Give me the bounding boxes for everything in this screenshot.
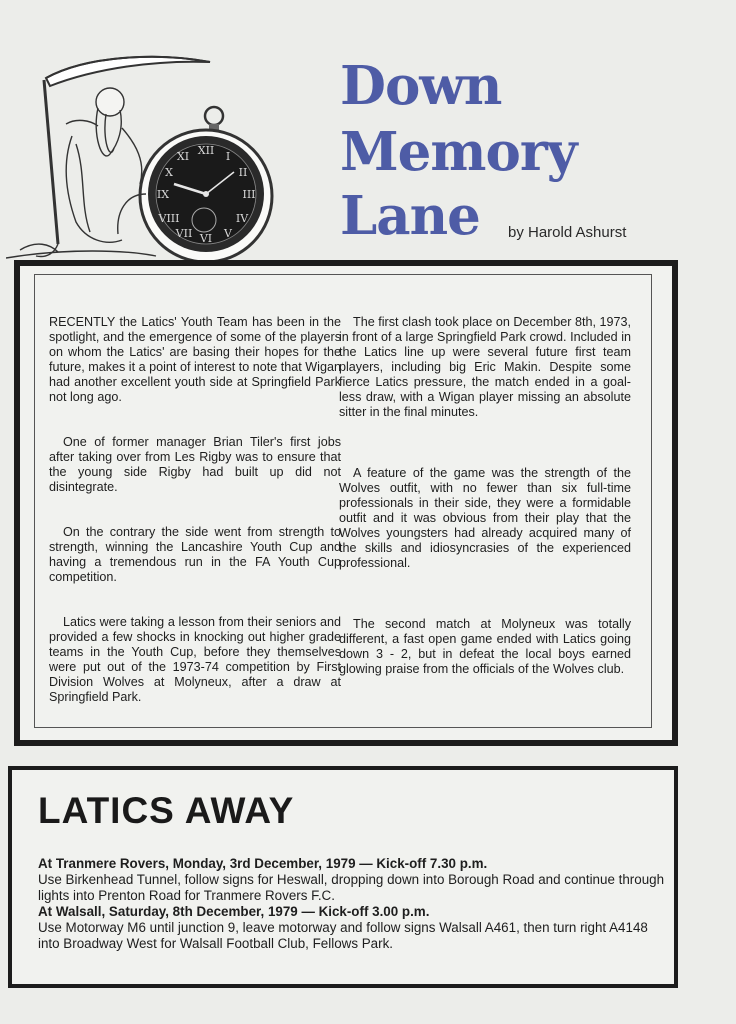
- svg-text:VIII: VIII: [158, 212, 180, 225]
- trip-heading: At Walsall, Saturday, 8th December, 1979 — Kick-off 3.00 p.m.: [38, 904, 430, 919]
- svg-text:I: I: [225, 150, 231, 163]
- article-paragraph: The first clash took place on December 8th, 1973, in front of a large Springfield Park crowd. Included in the Latics line up were several future first team players, including big Eric Makin. Despite some fierce Latics pressure, the match ended in a goal-less draw, with a Wigan player missing an absolute sitter in the final minutes.: [339, 315, 631, 419]
- title-line-2: Memory: [340, 121, 577, 183]
- article-paragraph: On the contrary the side went from strength to strength, winning the Lancashire Youth Cup and having a tremendous run in the FA Youth Cup competition.: [49, 525, 341, 584]
- svg-text:VI: VI: [199, 232, 213, 245]
- svg-text:XI: XI: [176, 150, 190, 163]
- byline: by Harold Ashurst: [508, 224, 627, 241]
- svg-text:VII: VII: [175, 227, 193, 240]
- article-paragraph: One of former manager Brian Tiler's first jobs after taking over from Les Rigby was to ensure that the young side Rigby had built up did not disintegrate.: [49, 435, 341, 494]
- trip-directions: Use Motorway M6 until junction 9, leave motorway and follow signs Walsall A461, then turn right A4148 into Broadway West for Walsall Football Club, Fellows Park.: [38, 920, 648, 951]
- trip-heading: At Tranmere Rovers, Monday, 3rd December, 1979 — Kick-off 7.30 p.m.: [38, 856, 488, 871]
- title-line-1: Down: [340, 55, 502, 117]
- article-inner-frame: [34, 274, 652, 728]
- svg-text:IX: IX: [156, 188, 170, 201]
- article-paragraph: A feature of the game was the strength of the Wolves outfit, with no fewer than six full-time professionals in their side, they were a formidable outfit and it was obvious from their play that the Wolves youngsters had already acquired many of the skills and idiosyncrasies of the experienced professional.: [339, 466, 631, 570]
- latics-away-box: [8, 766, 678, 988]
- svg-text:X: X: [165, 166, 173, 179]
- svg-text:III: III: [242, 188, 256, 201]
- away-trip-tranmere: [38, 856, 668, 904]
- article-right-column: [339, 315, 631, 677]
- article-paragraph: The second match at Molyneux was totally different, a fast open game ended with Latics going down 3 - 2, but in defeat the local boys earned glowing praise from the officials of the Wolves club.: [339, 617, 631, 676]
- pocket-watch-icon: [118, 107, 272, 262]
- svg-text:II: II: [238, 166, 248, 179]
- away-title: LATICS AWAY: [38, 790, 295, 831]
- svg-text:XII: XII: [197, 144, 215, 157]
- svg-text:IV: IV: [235, 212, 249, 225]
- father-time-pocket-watch-illustration: [6, 44, 284, 266]
- article-paragraph: Latics were taking a lesson from their seniors and provided a few shocks in knocking out higher grade teams in the Youth Cup, before they themselves were put out of the 1973-74 competition by First Division Wolves at Molyneux, after a draw at Springfield Park.: [49, 615, 341, 704]
- article-left-column: [49, 315, 341, 705]
- svg-text:V: V: [224, 227, 232, 240]
- trip-directions: Use Birkenhead Tunnel, follow signs for Heswall, dropping down into Borough Road and continue through lights into Prenton Road for Tranmere Rovers F.C.: [38, 872, 665, 903]
- title-line-3: Lane: [340, 185, 480, 247]
- away-trip-walsall: [38, 904, 668, 952]
- father-time-figure-icon: [6, 88, 156, 258]
- article-box: [14, 260, 678, 746]
- article-paragraph: RECENTLY the Latics' Youth Team has been in the spotlight, and the emergence of some of the players on whom the Latics' are basing their hopes for the future, makes it a point of interest to note that Wigan had another excellent youth side at Springfield Park not long ago.: [49, 315, 341, 404]
